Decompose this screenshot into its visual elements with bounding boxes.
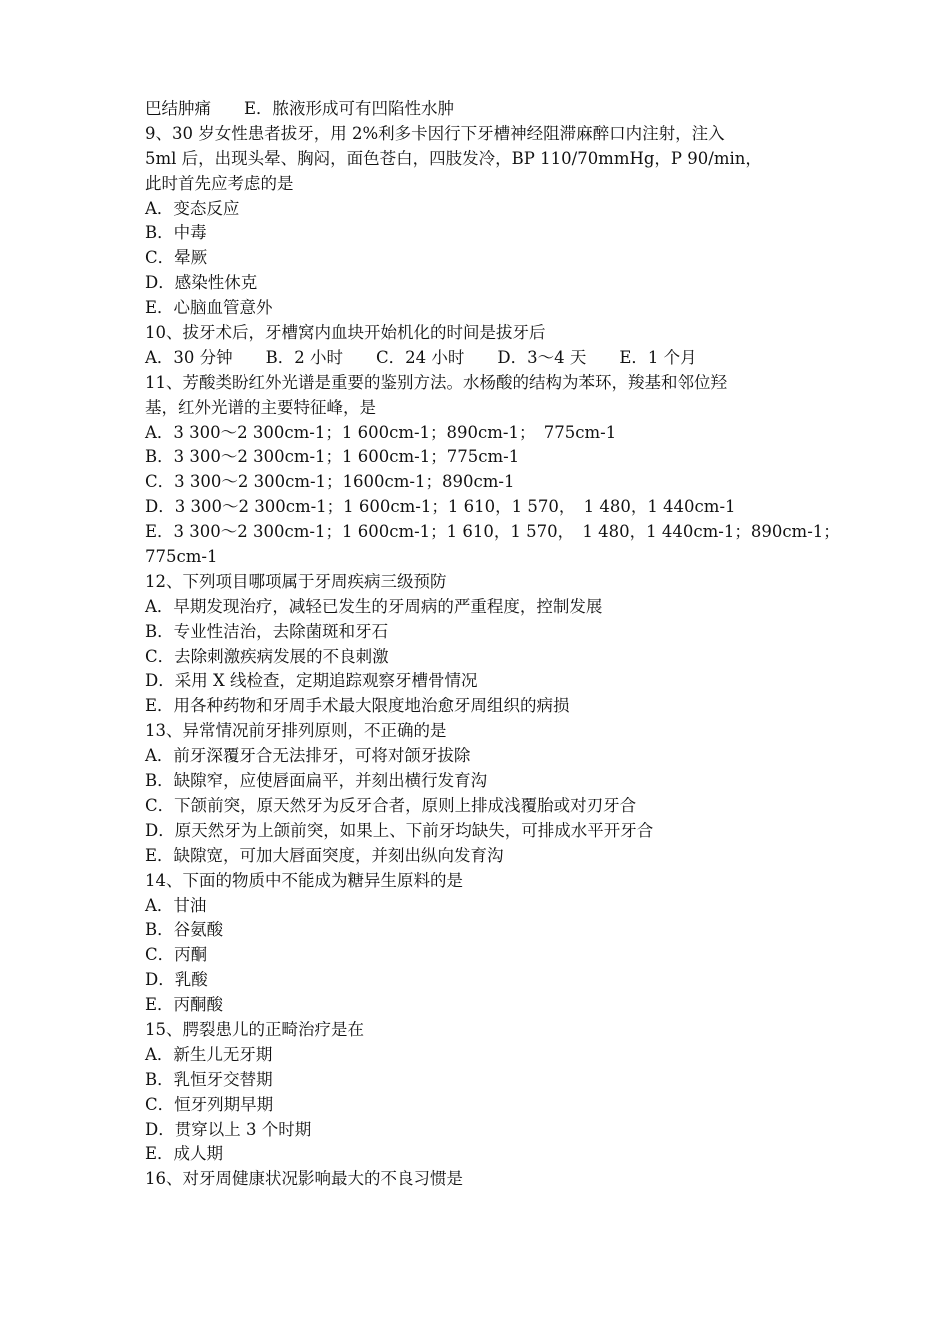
option-c: C．下颌前突，原天然牙为反牙合者，原则上排成浅覆胎或对刃牙合 xyxy=(145,795,637,815)
option-e: 775cm-1 xyxy=(145,547,218,567)
question-13-stem: 13、异常情况前牙排列原则，不正确的是 xyxy=(145,721,447,741)
option-c: C．恒牙列期早期 xyxy=(145,1094,274,1114)
question-10-options: A．30 分钟 B．2 小时 C．24 小时 D．3～4 天 E．1 个月 xyxy=(145,347,697,367)
document-body xyxy=(145,97,840,1192)
option-d: D．采用 X 线检查，定期追踪观察牙槽骨情况 xyxy=(145,671,478,691)
option-a: A．前牙深覆牙合无法排牙，可将对颌牙拔除 xyxy=(145,746,471,766)
option-e: E．心脑血管意外 xyxy=(145,298,273,318)
option-b: B．专业性洁治，去除菌斑和牙石 xyxy=(145,621,389,641)
question-11-stem: 11、芳酸类盼红外光谱是重要的鉴别方法。水杨酸的结构为苯环，羧基和邻位羟 xyxy=(145,372,727,392)
option-a: A．变态反应 xyxy=(145,198,240,218)
option-a: A．新生儿无牙期 xyxy=(145,1044,273,1064)
option-b: B．3 300～2 300cm-1；1 600cm-1；775cm-1 xyxy=(145,447,520,467)
option-e: E．成人期 xyxy=(145,1144,224,1164)
option-a: A．早期发现治疗，减轻已发生的牙周病的严重程度，控制发展 xyxy=(145,596,603,616)
question-16-stem: 16、对牙周健康状况影响最大的不良习惯是 xyxy=(145,1169,463,1189)
question-14-stem: 14、下面的物质中不能成为糖异生原料的是 xyxy=(145,870,463,890)
question-15-stem: 15、腭裂患儿的正畸治疗是在 xyxy=(145,1019,364,1039)
question-9-stem: 此时首先应考虑的是 xyxy=(145,173,294,193)
option-e: E．3 300～2 300cm-1；1 600cm-1；1 610，1 570， 1 480，1 440cm-1；890cm-1； xyxy=(145,522,840,542)
option-a: A．甘油 xyxy=(145,895,207,915)
option-c: C．3 300～2 300cm-1；1600cm-1；890cm-1 xyxy=(145,472,515,492)
option-b: B．谷氨酸 xyxy=(145,920,224,940)
option-a: A．3 300～2 300cm-1；1 600cm-1；890cm-1； 775cm-1 xyxy=(145,422,617,442)
option-b: B．乳恒牙交替期 xyxy=(145,1069,273,1089)
option-d: D．3 300～2 300cm-1；1 600cm-1；1 610，1 570， 1 480，1 440cm-1 xyxy=(145,497,736,517)
option-d: D．贯穿以上 3 个时期 xyxy=(145,1119,312,1139)
question-12-stem: 12、下列项目哪项属于牙周疾病三级预防 xyxy=(145,571,447,591)
question-11-stem: 基，红外光谱的主要特征峰，是 xyxy=(145,397,376,417)
option-b: B．中毒 xyxy=(145,223,207,243)
option-d: D．感染性休克 xyxy=(145,273,258,293)
option-c: C．丙酮 xyxy=(145,945,208,965)
option-d: D．乳酸 xyxy=(145,970,208,990)
option-c: C．晕厥 xyxy=(145,248,208,268)
option-d: D．原天然牙为上颌前突，如果上、下前牙均缺失，可排成水平开牙合 xyxy=(145,820,654,840)
text-line: 巴结肿痛 E．脓液形成可有凹陷性水肿 xyxy=(145,99,455,118)
option-e: E．丙酮酸 xyxy=(145,995,224,1015)
option-b: B．缺隙窄，应使唇面扁平，并刻出横行发育沟 xyxy=(145,771,488,791)
option-e: E．用各种药物和牙周手术最大限度地治愈牙周组织的病损 xyxy=(145,696,570,716)
option-c: C．去除刺激疾病发展的不良刺激 xyxy=(145,646,389,666)
question-9-stem: 9、30 岁女性患者拔牙，用 2%利多卡因行下牙槽神经阻滞麻醉口内注射，注入 xyxy=(145,123,725,143)
question-9-stem: 5ml 后，出现头晕、胸闷，面色苍白，四肢发冷，BP 110/70mmHg，P 90/min， xyxy=(145,148,762,168)
question-10-stem: 10、拔牙术后，牙槽窝内血块开始机化的时间是拔牙后 xyxy=(145,323,546,343)
option-e: E．缺隙宽，可加大唇面突度，并刻出纵向发育沟 xyxy=(145,845,504,865)
